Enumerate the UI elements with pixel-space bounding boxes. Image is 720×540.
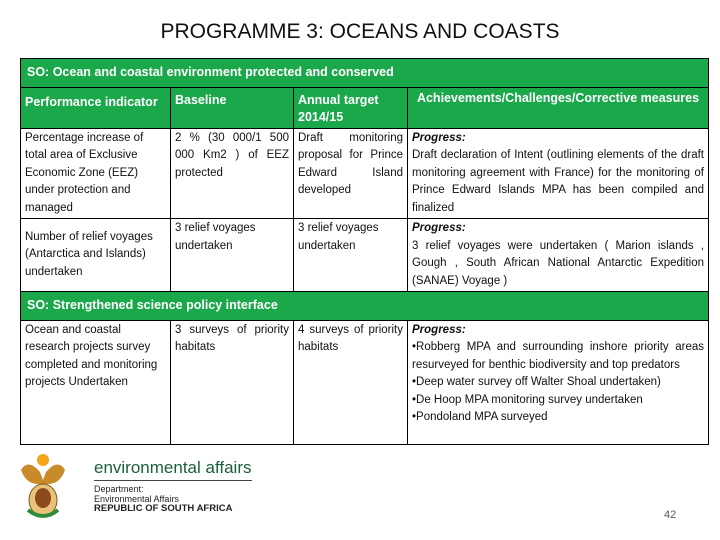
- dept-label: Department:: [94, 484, 144, 494]
- progress-label: Progress:: [412, 222, 466, 234]
- baseline-cell: 2 % (30 000/1 500 000 Km2 ) of EEZ protected: [171, 128, 294, 219]
- indicator-cell: Number of relief voyages (Antarctica and Islands) undertaken: [21, 219, 171, 292]
- target-cell: 3 relief voyages undertaken: [294, 219, 408, 292]
- so-heading: SO: Ocean and coastal environment protected and conserved: [21, 59, 709, 88]
- bullet-item: •Pondoland MPA surveyed: [412, 411, 548, 423]
- achievement-cell: [408, 320, 709, 444]
- brand-name: environmental affairs: [94, 458, 252, 481]
- so-heading: SO: Strengthened science policy interface: [21, 292, 709, 321]
- indicator-cell: Percentage increase of total area of Exclusive Economic Zone (EEZ) under protection and managed: [21, 128, 171, 219]
- target-cell: 4 surveys of priority habitats: [294, 320, 408, 444]
- country-name: REPUBLIC OF SOUTH AFRICA: [94, 503, 233, 514]
- achievement-cell: [408, 219, 709, 292]
- bullet-item: •De Hoop MPA monitoring survey undertaken: [412, 393, 643, 406]
- bullet-item: •Deep water survey off Walter Shoal undertaken): [412, 376, 661, 388]
- progress-label: Progress:: [412, 131, 466, 144]
- header-baseline: Baseline: [171, 87, 294, 128]
- header-target: Annual target 2014/15: [294, 87, 408, 128]
- programme-table: [20, 58, 709, 445]
- achievement-text: 3 relief voyages were undertaken ( Marion islands , Gough , South African National Antarctic Expedition (SANAE) Voyage ): [412, 239, 704, 287]
- baseline-cell: 3 relief voyages undertaken: [171, 219, 294, 292]
- page-number: 42: [664, 509, 677, 521]
- indicator-cell: Ocean and coastal research projects survey completed and monitoring projects Undertaken: [21, 320, 171, 444]
- table-row: [21, 128, 709, 219]
- so-row: [21, 292, 709, 321]
- achievement-cell: [408, 128, 709, 219]
- baseline-cell: 3 surveys of priority habitats: [171, 320, 294, 444]
- achievement-text: Draft declaration of Intent (outlining elements of the draft monitoring agreement with France) for the monitoring of Prince Edward Islands MPA has been compiled and finalized: [412, 149, 704, 214]
- department-logo: [18, 450, 252, 520]
- coat-of-arms-icon: [18, 450, 68, 520]
- dept-name: Environmental Affairs: [94, 494, 179, 504]
- header-achievements: Achievements/Challenges/Corrective measures: [408, 87, 709, 128]
- bullet-item: •Robberg MPA and surrounding inshore priority areas resurveyed for benthic biodiversity and top predators: [412, 341, 704, 371]
- header-row: [21, 87, 709, 128]
- progress-label: Progress:: [412, 323, 466, 336]
- table-row: [21, 219, 709, 292]
- so-row: [21, 59, 709, 88]
- table-row: [21, 320, 709, 444]
- target-cell: Draft monitoring proposal for Prince Edward Island developed: [294, 128, 408, 219]
- header-indicator: Performance indicator: [21, 87, 171, 128]
- slide-title: PROGRAMME 3: OCEANS AND COASTS: [160, 20, 560, 43]
